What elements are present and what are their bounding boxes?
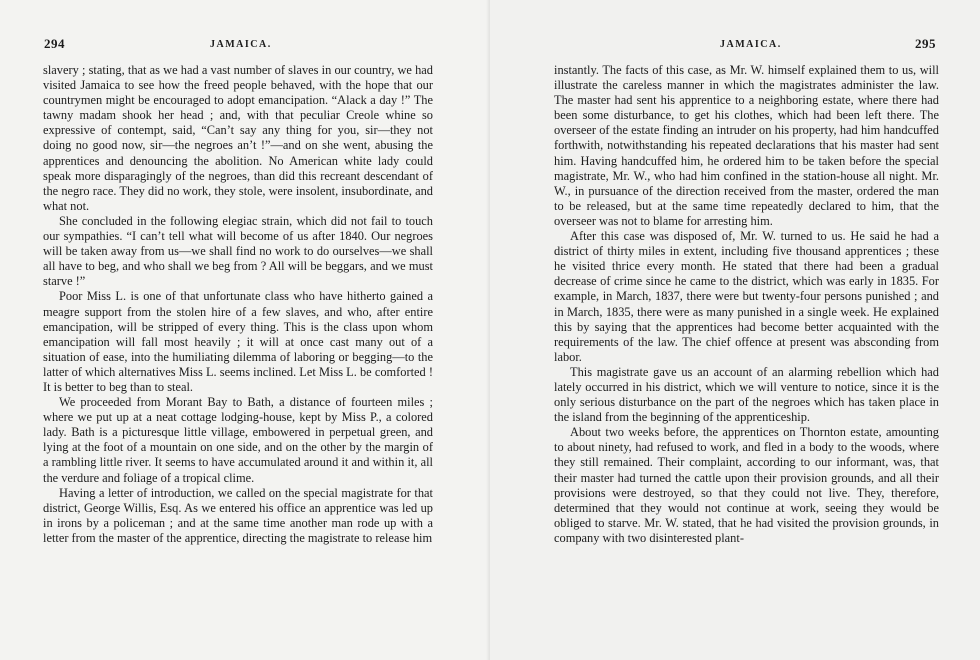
paragraph: Having a letter of introduction, we called on the special magistrate for that district, George Willis, Esq. As we entered his office an apprentice was led up in irons by a policeman ; and at the same time another man rode up with a letter from the master of the apprentice, directing the magistrate to release him (43, 485, 433, 545)
paragraph: We proceeded from Morant Bay to Bath, a distance of fourteen miles ; where we put up at a neat cottage lodging-house, kept by Miss P., a colored lady. Bath is a picturesque little village, embowered in perpetual green, and lying at the foot of a mountain on one side, and on the other by the margin of a rambling little river. It seems to have accumulated around it and within it, all the verdure and foliage of a tropical clime. (43, 395, 433, 485)
paragraph: instantly. The facts of this case, as Mr. W. himself explained them to us, will illustrate the careless manner in which the magistrates administer the law. The master had sent his apprentice to a neighboring estate, where there had been some disturbance, to get his clothes, which had been left there. The overseer of the estate finding an intruder on his property, had him handcuffed forthwith, notwithstanding his repeated declarations that his master had sent him. Having handcuffed him, he ordered him to be taken before the special magistrate, Mr. W., who had him confined in the station-house all night. Mr. W., in pursuance of the direction received from the master, ordered the man to be released, but at the same time repeatedly declared to him, that the overseer was not to blame for arresting him. (554, 63, 939, 228)
right-page (490, 0, 980, 660)
paragraph: About two weeks before, the apprentices on Thornton estate, amounting to about ninety, had refused to work, and fled in a body to the woods, where they still remained. Their complaint, according to our informant, was, that their master had turned the cattle upon their provision grounds, and all their provisions were destroyed, so that they could not live. They, therefore, determined that they would not continue at work, seeing they would be obliged to starve. Mr. W. stated, that he had visited the provision grounds, in company with two disinterested plant- (554, 425, 939, 545)
page-text (43, 63, 433, 546)
paragraph: After this case was disposed of, Mr. W. turned to us. He said he had a district of thirty miles in extent, including five thousand apprentices ; these he visited thrice every month. He stated that there had been a gradual decrease of crime since he came to the district, which was early in 1835. For example, in March, 1837, there were but twenty-four persons punished ; and in March, 1835, there were as many punished in a single week. He explained this by saying that the apprentices had become better acquainted with the requirements of the law. The chief offence at present was absconding from labor. (554, 229, 939, 364)
paragraph: Poor Miss L. is one of that unfortunate class who have hitherto gained a meagre support from the stolen hire of a few slaves, and who, after entire emancipation, will be stripped of every thing. This is the class upon whom emancipation will fall most heavily ; it will at once cast many out of a situation of ease, into the humiliating dilemma of laboring or begging—to the latter of which alternatives Miss L. seems inclined. Let Miss L. be comforted ! It is better to beg than to steal. (43, 289, 433, 394)
page-text (554, 63, 939, 546)
paragraph: She concluded in the following elegiac strain, which did not fail to touch our sympathies. “I can’t tell what will become of us after 1840. Our negroes will be taken away from us—we shall find no work to do ourselves—we shall all have to beg, and who shall we beg from ? All will be beggars, and we must starve !” (43, 213, 433, 289)
paragraph: slavery ; stating, that as we had a vast number of slaves in our country, we had visited Jamaica to see how the freed people behaved, with the hope that our countrymen might be encouraged to adopt emancipation. “Alack a day !” The tawny madam shook her head ; and, with that peculiar Creole whine so expressive of contempt, said, “Can’t say any thing for you, sir—they not doing no good now, sir—the negroes an’t !”—and on she went, abusing the apprentices and denouncing the abolition. No American white lady could speak more disparagingly of the negroes, than did this recreant descendant of the negro race. They did no work, they stole, were insolent, insubordinate, and what not. (43, 63, 433, 213)
running-head: JAMAICA. (720, 39, 782, 50)
page-number: 295 (915, 36, 936, 51)
paragraph: This magistrate gave us an account of an alarming rebellion which had lately occurred in his district, which we will venture to notice, since it is the only serious disturbance on the part of the negroes which has taken place in the island from the beginning of the apprenticeship. (554, 364, 939, 425)
running-head: JAMAICA. (210, 39, 272, 50)
page-number: 294 (44, 36, 65, 51)
